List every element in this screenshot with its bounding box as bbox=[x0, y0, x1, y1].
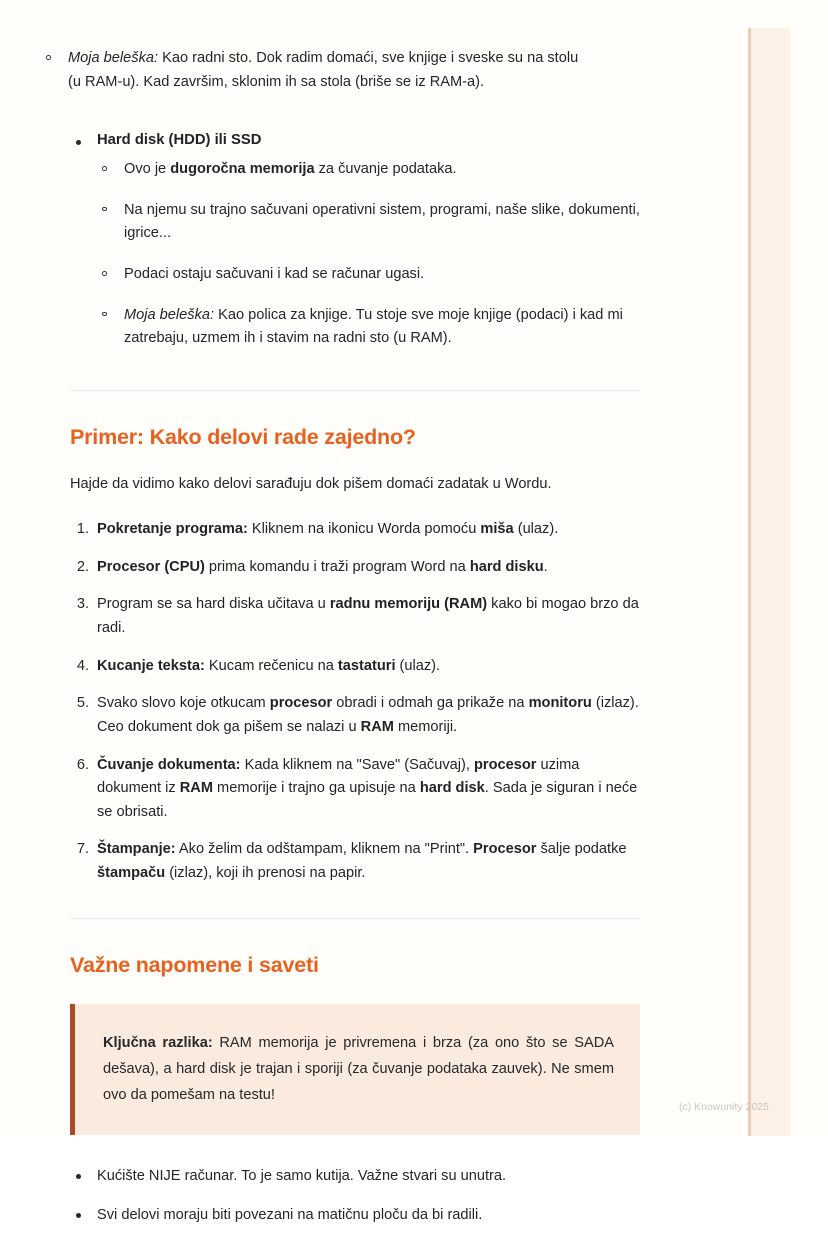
spacer bbox=[70, 391, 640, 424]
step-mid: prima komandu i traži program Word na bbox=[204, 558, 470, 575]
hollow-bullet-icon bbox=[46, 55, 51, 60]
hollow-bullet-icon bbox=[102, 312, 107, 317]
list-item bbox=[97, 199, 640, 246]
spacer bbox=[70, 1135, 640, 1165]
note-label: Moja beleška: bbox=[68, 50, 159, 66]
step-em: Procesor bbox=[473, 841, 537, 858]
notes-bullet-list bbox=[70, 1165, 640, 1228]
step-em: procesor bbox=[473, 756, 537, 773]
step-em2: RAM bbox=[179, 780, 213, 797]
item-text-post: za čuvanje podataka. bbox=[314, 161, 457, 177]
list-item-hard-disk bbox=[70, 131, 640, 351]
list-item-note bbox=[97, 304, 640, 351]
step-item bbox=[70, 655, 640, 679]
step-em2: monitoru bbox=[528, 695, 592, 712]
note-bullet-text: Kućište NIJE računar. To je samo kutija. Važne stvari su unutra. bbox=[97, 1167, 507, 1184]
spacer bbox=[70, 979, 640, 1004]
step-item bbox=[70, 556, 640, 580]
note-text: Kao radni sto. Dok radim domaći, sve knjige i sveske su na stolu (u RAM-u). Kad završim, sklonim ih sa stola (briše se iz RAM-a). bbox=[68, 50, 579, 90]
step-mid: Kucam rečenicu na bbox=[204, 657, 338, 674]
step-tail: kako bi mogao brzo da radi. bbox=[97, 596, 639, 636]
key-difference-callout bbox=[70, 1004, 640, 1135]
page-title-example: Primer: Kako delovi rade zajedno? bbox=[70, 424, 416, 449]
list-item bbox=[70, 1165, 640, 1189]
step-mid: Kliknem na ikonicu Worda pomoću bbox=[247, 521, 481, 538]
spacer bbox=[70, 886, 640, 918]
step-em: miša bbox=[480, 521, 514, 538]
note-bullet-text: Svi delovi moraju biti povezani na matičnu ploču da bi radili. bbox=[97, 1207, 483, 1224]
step-tail2: (izlaz), koji ih prenosi na papir. bbox=[165, 865, 366, 882]
copyright-watermark: (c) Knowunity 2025 bbox=[679, 1102, 769, 1113]
hollow-bullet-icon bbox=[102, 271, 107, 276]
step-em: tastaturi bbox=[337, 657, 396, 674]
step-lead: Kucanje teksta: bbox=[97, 657, 205, 674]
item-text-pre: Na njemu su trajno sačuvani operativni sistem, programi, naše slike, dokumenti, igrice... bbox=[124, 201, 640, 242]
step-lead: Procesor (CPU) bbox=[97, 558, 205, 575]
step-lead: Čuvanje dokumenta: bbox=[97, 756, 241, 773]
step-tail: (ulaz). bbox=[513, 521, 559, 538]
item-text-bold: dugoročna memorija bbox=[170, 161, 315, 177]
step-item bbox=[70, 754, 640, 825]
item-text-pre: Ovo je bbox=[124, 161, 171, 177]
disc-bullet-icon bbox=[76, 140, 81, 145]
spacer bbox=[70, 451, 640, 473]
item-text-pre: Podaci ostaju sačuvani i kad se računar ugasi. bbox=[124, 265, 425, 282]
disc-bullet-icon bbox=[76, 1174, 81, 1179]
callout-label: Ključna razlika: bbox=[103, 1034, 213, 1051]
right-margin-rule bbox=[748, 28, 751, 1136]
step-item bbox=[70, 518, 640, 542]
step-tail: obradi i odmah ga prikaže na bbox=[332, 695, 529, 712]
list-item bbox=[97, 158, 640, 182]
step-mid: Ako želim da odštampam, kliknem na "Print". bbox=[175, 841, 474, 858]
note-text: Kao polica za knjige. Tu stoje sve moje knjige (podaci) i kad mi zatrebaju, uzmem ih i stavim na radni sto (u RAM). bbox=[124, 306, 623, 347]
note-label: Moja beleška: bbox=[124, 306, 215, 323]
step-lead: Štampanje: bbox=[97, 841, 176, 858]
step-tail3: . Sada je siguran i neće se obrisati. bbox=[97, 780, 638, 820]
hollow-bullet-icon bbox=[102, 207, 107, 212]
step-tail2: memorije i trajno ga upisuje na bbox=[213, 780, 420, 797]
step-tail: (ulaz). bbox=[395, 657, 441, 674]
callout-text: RAM memorija je privremena i brza (za ono što se SADA dešava), a hard disk je trajan i sporiji (za čuvanje podataka zauvek). Ne smem ovo da pomešam na testu! bbox=[103, 1034, 614, 1103]
disc-bullet-icon bbox=[76, 1213, 81, 1218]
step-tail: uzima dokument iz bbox=[97, 756, 580, 797]
step-em: hard disku bbox=[469, 558, 544, 575]
steps-list bbox=[70, 518, 640, 886]
step-em2: štampaču bbox=[97, 865, 166, 882]
content-column bbox=[70, 0, 640, 1238]
hardware-list bbox=[70, 131, 640, 351]
step-em3: RAM bbox=[360, 718, 394, 735]
step-tail2: (izlaz). Ceo dokument dok ga pišem se nalazi u bbox=[97, 695, 639, 735]
hard-disk-title: Hard disk (HDD) ili SSD bbox=[97, 132, 262, 148]
step-tail: šalje podatke bbox=[536, 841, 627, 858]
list-item bbox=[70, 1204, 640, 1228]
step-mid: Kada kliknem na "Save" (Sačuvaj), bbox=[240, 756, 474, 773]
page-title-notes: Važne napomene i saveti bbox=[70, 952, 319, 977]
step-em3: hard disk bbox=[419, 780, 485, 797]
spacer bbox=[70, 361, 640, 390]
hollow-bullet-icon bbox=[102, 166, 107, 171]
spacer bbox=[70, 919, 640, 952]
step-lead: Pokretanje programa: bbox=[97, 521, 248, 538]
right-margin-strip bbox=[748, 28, 790, 1136]
step-item bbox=[70, 593, 640, 640]
step-item bbox=[70, 692, 640, 739]
hard-disk-sublist bbox=[97, 158, 640, 351]
top-spacer bbox=[70, 0, 640, 131]
step-mid: Program se sa hard diska učitava u bbox=[97, 596, 330, 613]
spacer bbox=[70, 496, 640, 518]
list-item bbox=[97, 263, 640, 287]
step-item bbox=[70, 838, 640, 885]
step-em: procesor bbox=[269, 695, 333, 712]
step-em: radnu memoriju (RAM) bbox=[329, 596, 488, 613]
step-tail: . bbox=[543, 558, 548, 575]
step-tail3: memoriji. bbox=[393, 718, 458, 735]
example-intro: Hajde da vidimo kako delovi sarađuju dok pišem domaći zadatak u Wordu. bbox=[70, 475, 552, 492]
step-mid: Svako slovo koje otkucam bbox=[97, 695, 270, 712]
